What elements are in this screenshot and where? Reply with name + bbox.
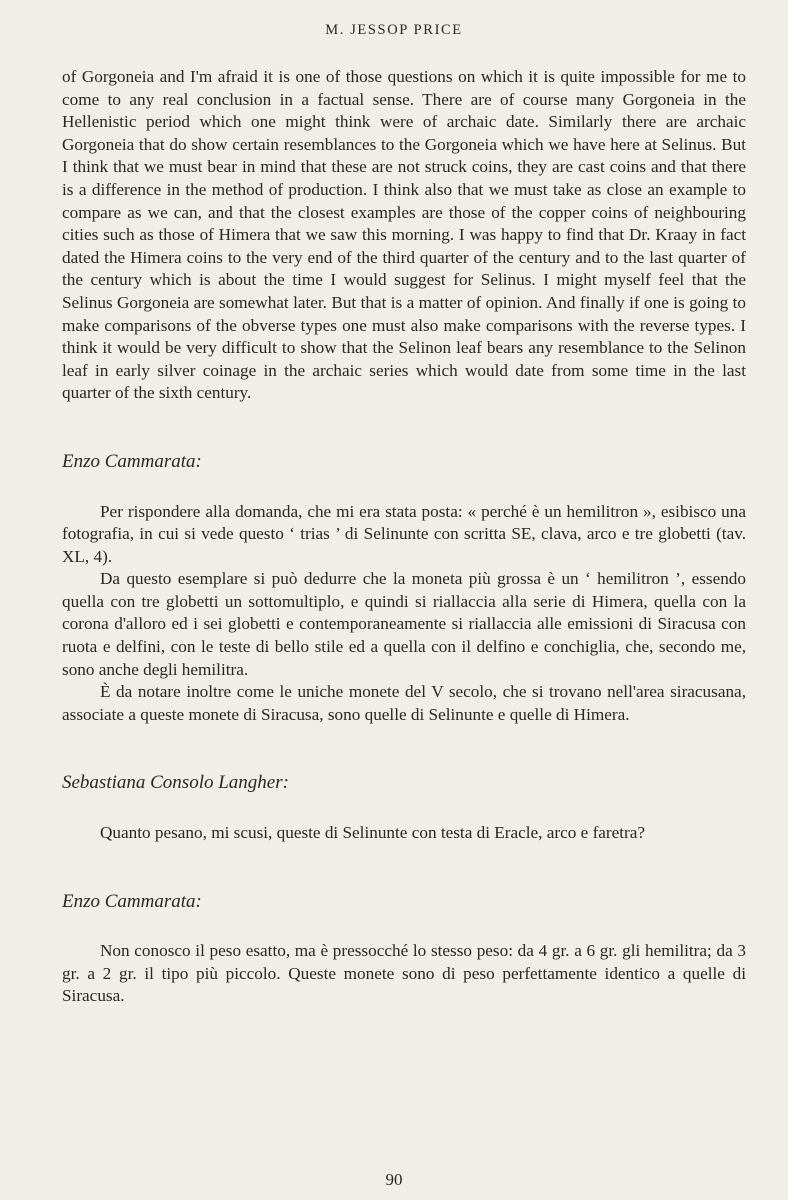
paragraph-langher-question: Quanto pesano, mi scusi, queste di Selinunte con testa di Eracle, arco e faretra? <box>100 823 646 843</box>
paragraph-cammarata-3: È da notare inoltre come le uniche monete del V secolo, che si trovano nell'area siracusana, associate a queste monete di Siracusa, sono quelle di Selinunte e quelle di Himera. <box>62 682 746 724</box>
paragraph-cammarata-1: Per rispondere alla domanda, che mi era stata posta: « perché è un hemilitron », esibisco una fotografia, in cui si vede questo ‘ trias ’ di Selinunte con scritta SE, clava, arco e tre globetti (tav. XL, 4). <box>62 501 746 566</box>
body-text <box>62 66 746 1008</box>
paragraph-cammarata-2: Da questo esemplare si può dedurre che la moneta più grossa è un ‘ hemilitron ’, essendo quella con tre globetti un sottomultiplo, e quindi si riallaccia alla serie di Himera, quella con la corona d'alloro ed i sei globetti e contemporaneamente si riallaccia alle emissioni di Siracusa con ruota e delfini, con le teste di bello stile ed a quella con il delfino e conchiglia, che, secondo me, sono anche degli hemilitra. <box>62 569 746 679</box>
paragraph-price-reply: of Gorgoneia and I'm afraid it is one of those questions on which it is quite impossible for me to come to any real conclusion in a factual sense. There are of course many Gorgoneia in the Hellenistic period which one might think were of archaic date. Similarly there are archaic Gorgoneia that do show certain resemblances to the Gorgoneia which we have here at Selinus. But I think that we must bear in mind that these are not struck coins, they are cast coins and that there is a difference in the method of production. I think also that we must take as close an example to compare as we can, and that the closest examples are those of the copper coins of neighbouring cities such as those of Himera that we saw this morning. I was happy to find that Dr. Kraay in fact dated the Himera coins to the very end of the third quarter of the century and to the last quarter of the century which is about the time I would suggest for Selinus. I might myself feel that the Selinus Gorgoneia are somewhat later. But that is a matter of opinion. And finally if one is going to make comparisons of the obverse types one must also make comparisons with the reverse types. I think it would be very difficult to show that the Selinon leaf bears any resemblance to the Selinon leaf in early silver coinage in the archaic series which would date from some time in the last quarter of the sixth century. <box>62 67 746 403</box>
page-number: 90 <box>385 1170 403 1189</box>
speaker-name: Sebastiana Consolo Langher: <box>62 772 289 794</box>
speaker-name: Enzo Cammarata: <box>62 450 202 472</box>
speaker-name: Enzo Cammarata: <box>62 890 202 912</box>
paragraph-cammarata-answer: Non conosco il peso esatto, ma è pressocché lo stesso peso: da 4 gr. a 6 gr. gli hemilitra; da 3 gr. a 2 gr. il tipo più piccolo. Queste monete sono di peso perfettamente identico a quelle di Siracusa. <box>62 941 746 1006</box>
running-head: M. JESSOP PRICE <box>325 22 463 38</box>
